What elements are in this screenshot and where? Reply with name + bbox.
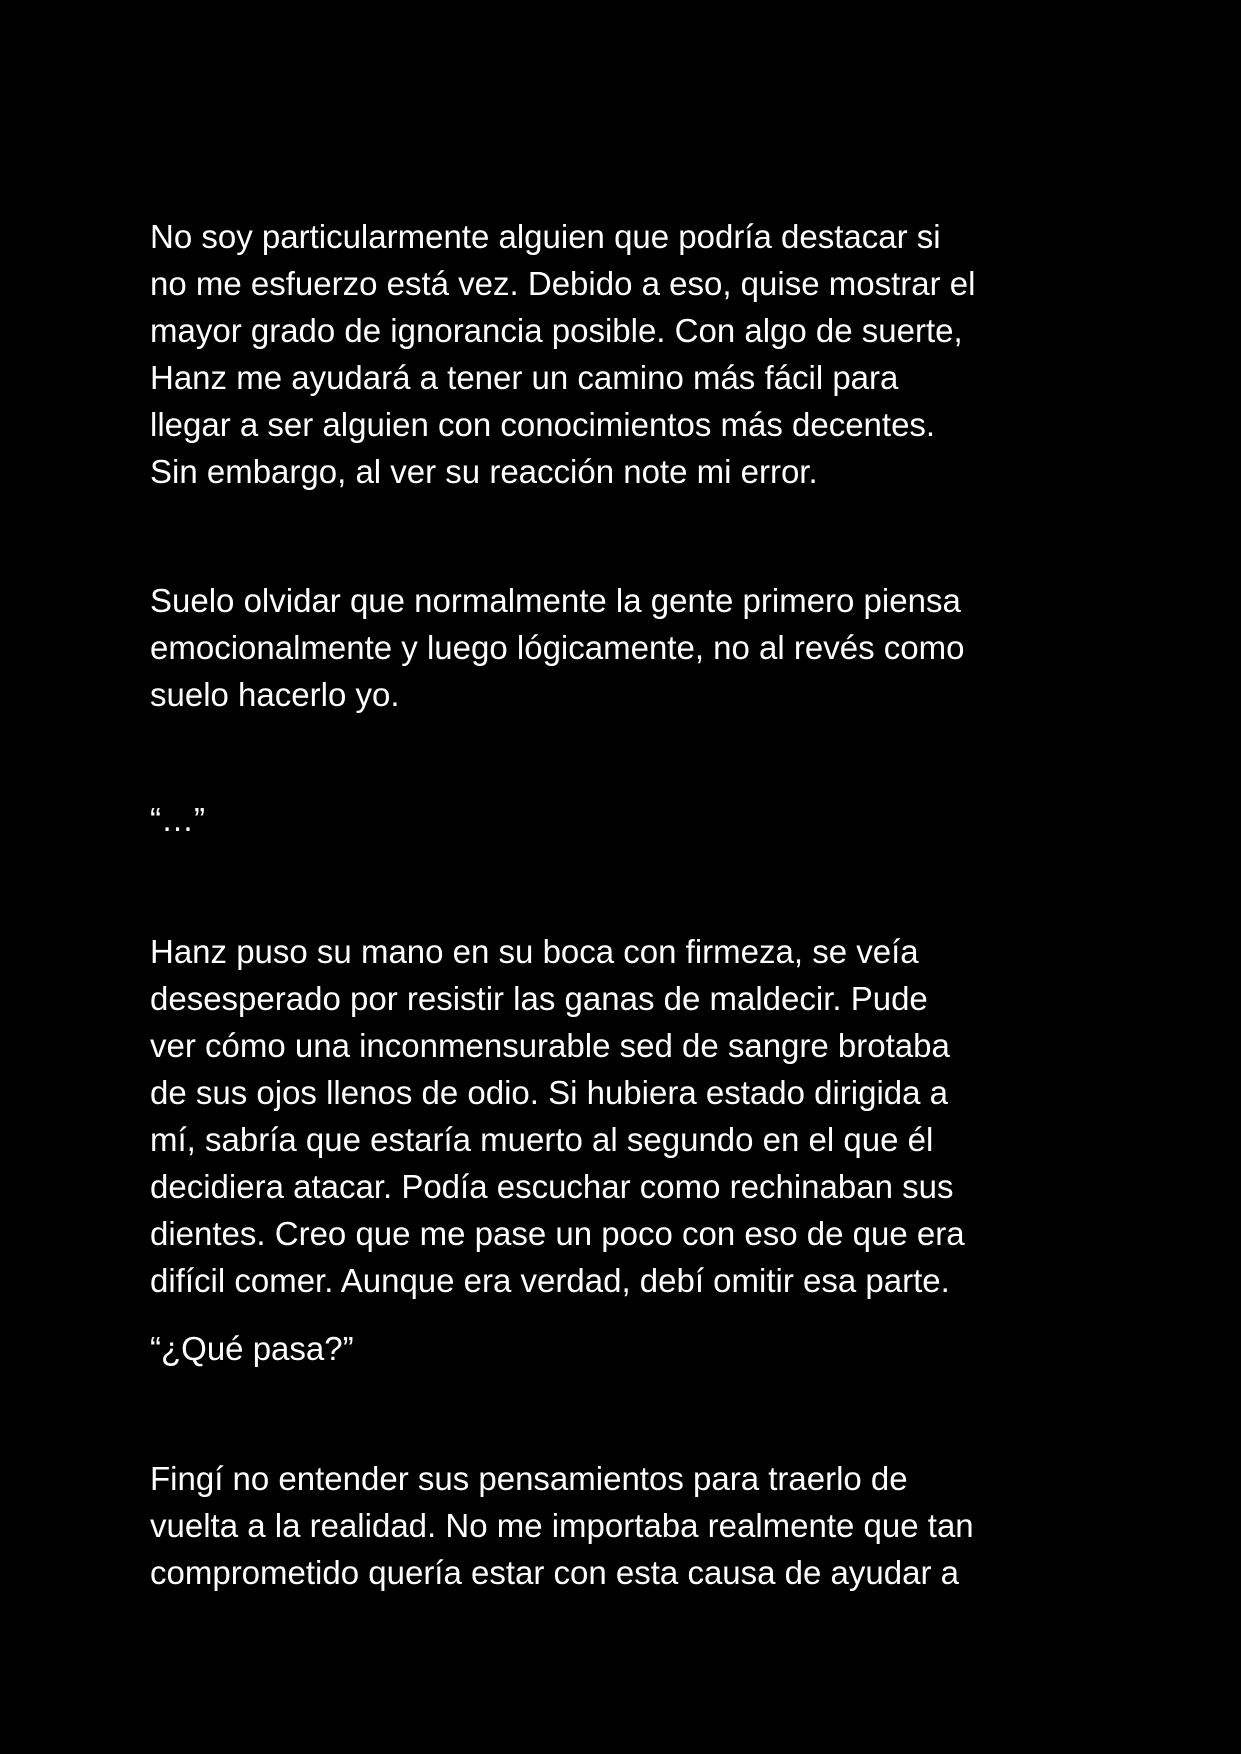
- paragraph-dialogue-ellipsis: “…”: [150, 801, 205, 838]
- paragraph-narration-1: No soy particularmente alguien que podría destacar si no me esfuerzo está vez. Debido a eso, quise mostrar el mayor grado de ignorancia posible. Con algo de suerte, Hanz me ayudará a tener un camino más fácil para llegar a ser alguien con conocimientos más decentes. Sin embargo, al ver su reacción note mi error.: [150, 218, 976, 490]
- paragraph-narration-2: Suelo olvidar que normalmente la gente primero piensa emocionalmente y luego lógicamente, no al revés como suelo hacerlo yo.: [150, 582, 965, 713]
- paragraph-dialogue-que-pasa: “¿Qué pasa?”: [150, 1330, 354, 1367]
- paragraph-narration-3: Hanz puso su mano en su boca con firmeza, se veía desesperado por resistir las ganas de maldecir. Pude ver cómo una inconmensurable sed de sangre brotaba de sus ojos llenos de odio. Si hubiera estado dirigida a mí, sabría que estaría muerto al segundo en el que él decidiera atacar. Podía escuchar como rechinaban sus dientes. Creo que me pase un poco con eso de que era difícil comer. Aunque era verdad, debí omitir esa parte.: [150, 933, 965, 1299]
- paragraph-narration-4: Fingí no entender sus pensamientos para traerlo de vuelta a la realidad. No me importaba realmente que tan comprometido quería estar con esta causa de ayudar a: [150, 1460, 974, 1591]
